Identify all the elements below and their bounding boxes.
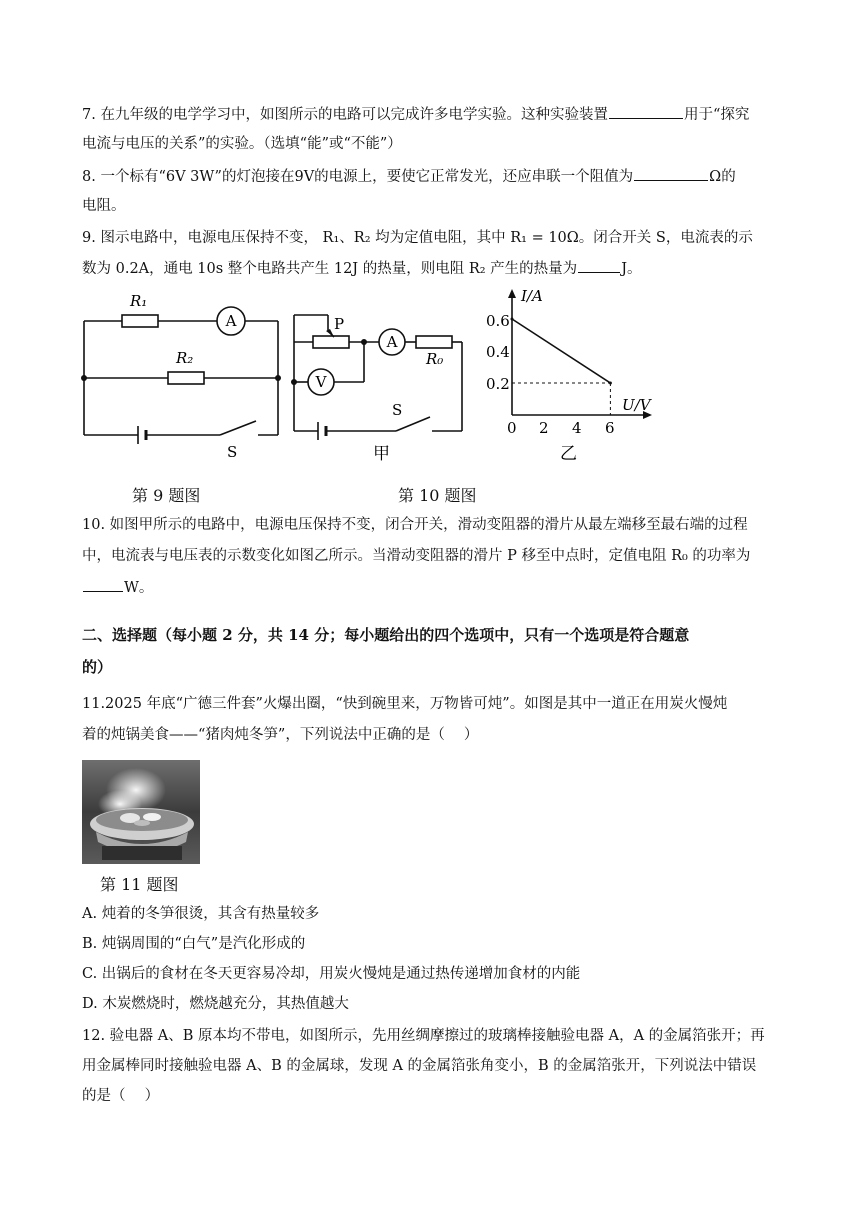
- answer-blank[interactable]: [83, 577, 123, 592]
- r1-label: R₁: [130, 292, 148, 310]
- q8-line-1: 8. 一个标有“6V 3W”的灯泡接在9V的电源上，要使它正常发光，还应串联一个阻值为 Ω的: [82, 166, 736, 187]
- xtick-label: 4: [572, 419, 582, 437]
- figures-9-10: [0, 285, 868, 495]
- q8-line-2: 电阻。: [82, 198, 126, 214]
- fig11-caption: 第 11 题图: [100, 875, 179, 894]
- circuit-fig9: [84, 307, 278, 444]
- xtick-label: 2: [539, 419, 549, 437]
- graph-yi: [486, 287, 653, 464]
- data-point: [511, 318, 514, 321]
- graph-ylabel: I/A: [521, 287, 543, 305]
- switch-label: S: [227, 443, 238, 461]
- data-point: [609, 382, 612, 385]
- ytick-label: 0.2: [486, 375, 510, 393]
- r2-label: R₂: [176, 349, 194, 367]
- q10-line-1: 10. 如图甲所示的电路中，电源电压保持不变，闭合开关，滑动变阻器的滑片从最左端移至最右端的过程: [82, 517, 748, 533]
- ytick-label: 0.4: [486, 343, 510, 361]
- r0-label: R₀: [426, 350, 444, 368]
- xtick-label: 6: [605, 419, 615, 437]
- q11-option-c: C. 出锅后的食材在冬天更容易冷却，用炭火慢炖是通过热传递增加食材的内能: [82, 966, 581, 982]
- ammeter-label: A: [225, 312, 237, 330]
- voltmeter-label: V: [315, 373, 327, 391]
- q9-line-2: 数为 0.2A，通电 10s 整个电路共产生 12J 的热量，则电阻 R₂ 产生的热量为 J。: [82, 258, 642, 279]
- q11-line-1: 11.2025 年底“广德三件套”火爆出圈，“快到碗里来，万物皆可炖”。如图是其中一道正在用炭火慢炖: [82, 696, 728, 712]
- section-2-heading: 二、选择题（每小题 2 分，共 14 分；每小题给出的四个选项中，只有一个选项是符合题意: [82, 626, 690, 644]
- q10-line-2: 中，电流表与电压表的示数变化如图乙所示。当滑动变阻器的滑片 P 移至中点时，定值电阻 R₀ 的功率为: [82, 548, 751, 564]
- resistor-r1: [122, 315, 158, 327]
- q7-line-2: 电流与电压的关系”的实验。（选填“能”或“不能”）: [82, 136, 402, 152]
- ammeter-label: A: [386, 333, 398, 351]
- q9-line-1: 9. 图示电路中，电源电压保持不变， R₁、R₂ 均为定值电阻，其中 R₁ = 10Ω。闭合开关 S，电流表的示: [82, 230, 753, 246]
- q12-line-1: 12. 验电器 A、B 原本均不带电，如图所示，先用丝绸摩擦过的玻璃棒接触验电器 A，A 的金属箔张开；再: [82, 1028, 765, 1044]
- iu-line: [512, 319, 610, 383]
- fig10-caption: 第 10 题图: [398, 486, 477, 505]
- switch-fig10: [396, 417, 430, 431]
- q11-line-2: 着的炖锅美食——“猪肉炖冬笋”，下列说法中正确的是（ ）: [82, 727, 479, 743]
- rheostat: [313, 336, 349, 348]
- stew-photo: [82, 760, 200, 864]
- q11-option-b: B. 炖锅周围的“白气”是汽化形成的: [82, 936, 306, 952]
- q11-option-a: A. 炖着的冬笋很烫，其含有热量较多: [82, 906, 320, 922]
- q10-line-3: W。: [82, 577, 153, 598]
- q12-line-3: 的是（ ）: [82, 1088, 160, 1104]
- section-2-heading-cont: 的）: [82, 658, 113, 676]
- label-yi: 乙: [560, 444, 577, 464]
- switch-fig9: [220, 421, 256, 435]
- answer-blank[interactable]: [578, 258, 620, 273]
- q11-option-d: D. 木炭燃烧时，燃烧越充分，其热值越大: [82, 996, 349, 1012]
- fig9-caption: 第 9 题图: [132, 486, 201, 505]
- graph-xlabel: U/V: [622, 396, 651, 414]
- answer-blank[interactable]: [634, 166, 708, 181]
- ytick-label: 0.6: [486, 312, 510, 330]
- answer-blank[interactable]: [609, 104, 683, 119]
- switch-label: S: [392, 401, 403, 419]
- resistor-r2: [168, 372, 204, 384]
- label-jia: 甲: [373, 444, 390, 464]
- y-axis-arrow: [508, 289, 516, 298]
- q7-line-1: 7. 在九年级的电学学习中，如图所示的电路可以完成许多电学实验。这种实验装置 用于“探究: [82, 104, 749, 125]
- q12-line-2: 用金属棒同时接触验电器 A、B 的金属球，发现 A 的金属箔张角变小，B 的金属箔张开，下列说法中错误: [82, 1058, 757, 1074]
- slider-p-label: P: [334, 315, 345, 333]
- resistor-r0: [416, 336, 452, 348]
- xtick-label: 0: [507, 419, 517, 437]
